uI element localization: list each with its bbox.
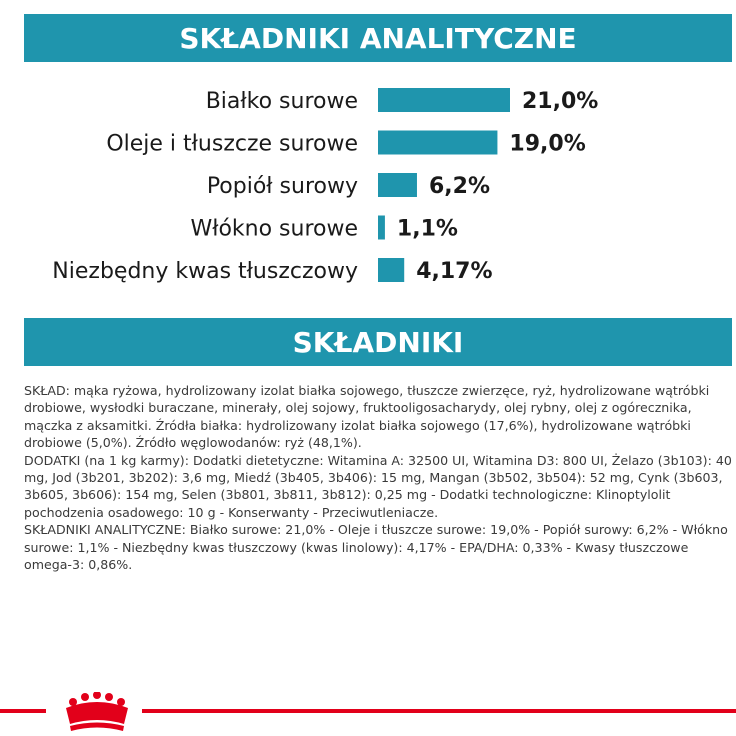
value-label: 6,2% bbox=[428, 174, 490, 199]
value-label: 19,0% bbox=[509, 131, 586, 157]
category-label: Włókno surowe bbox=[190, 216, 358, 242]
footer-red-line-right bbox=[142, 709, 736, 713]
bar bbox=[378, 216, 385, 240]
ingredients-title-banner: SKŁADNIKI bbox=[24, 318, 732, 366]
value-label: 4,17% bbox=[416, 259, 493, 284]
category-label: Niezbędny kwas tłuszczowy bbox=[52, 259, 358, 284]
ingredients-text bbox=[24, 382, 732, 573]
analytical-title-banner: SKŁADNIKI ANALITYCZNE bbox=[24, 14, 732, 62]
crown-icon bbox=[66, 692, 128, 731]
bar bbox=[378, 131, 497, 155]
category-label: Popiół surowy bbox=[206, 174, 358, 199]
bar-chart-svg bbox=[0, 76, 736, 296]
composition-paragraph: SKŁAD: mąka ryżowa, hydrolizowany izolat białka sojowego, tłuszcze zwierzęce, ryż, hydrolizowane wątróbki drobiowe, wysłodki buraczane, minerały, olej sojowy, fruktooligosacharydy, olej rybny, olej z ogórecznika, mączka z aksamitki. Źródła białka: hydrolizowany izolat białka sojowego (17,6%), hydrolizowane wątróbki drobiowe (5,0%). Źródło węglowodanów: ryż (48,1%). bbox=[24, 383, 710, 451]
bar bbox=[378, 173, 417, 197]
value-label: 21,0% bbox=[522, 89, 599, 114]
brand-footer bbox=[0, 692, 736, 736]
nutrient-bar-chart bbox=[0, 76, 736, 296]
value-label: 1,1% bbox=[396, 216, 458, 242]
footer-red-line-left bbox=[0, 709, 46, 713]
bar bbox=[378, 88, 510, 112]
category-label: Białko surowe bbox=[205, 89, 358, 114]
additives-paragraph: DODATKI (na 1 kg karmy): Dodatki dietetyczne: Witamina A: 32500 UI, Witamina D3: 800 UI, Żelazo (3b103): 40 mg, Jod (3b201, 3b202): 3,6 mg, Miedź (3b405, 3b406): 15 mg, Mangan (3b502, 3b504): 52 mg, Cynk (3b603, 3b605, 3b606): 154 mg, Selen (3b801, 3b811, 3b812): 0,25 mg - Dodatki technologiczne: Klinoptylolit pochodzenia osadowego: 10 g - Konserwanty - Przeciwutleniacze. bbox=[24, 452, 732, 520]
category-label: Oleje i tłuszcze surowe bbox=[106, 131, 358, 157]
analytical-paragraph: SKŁADNIKI ANALITYCZNE: Białko surowe: 21,0% - Oleje i tłuszcze surowe: 19,0% - Popiół surowy: 6,2% - Włókno surowe: 1,1% - Niezbędny kwas tłuszczowy (kwas linolowy): 4,17% - EPA/DHA: 0,33% - Kwasy tłuszczowe omega-3: 0,86%. bbox=[24, 522, 728, 573]
bar bbox=[378, 258, 404, 282]
